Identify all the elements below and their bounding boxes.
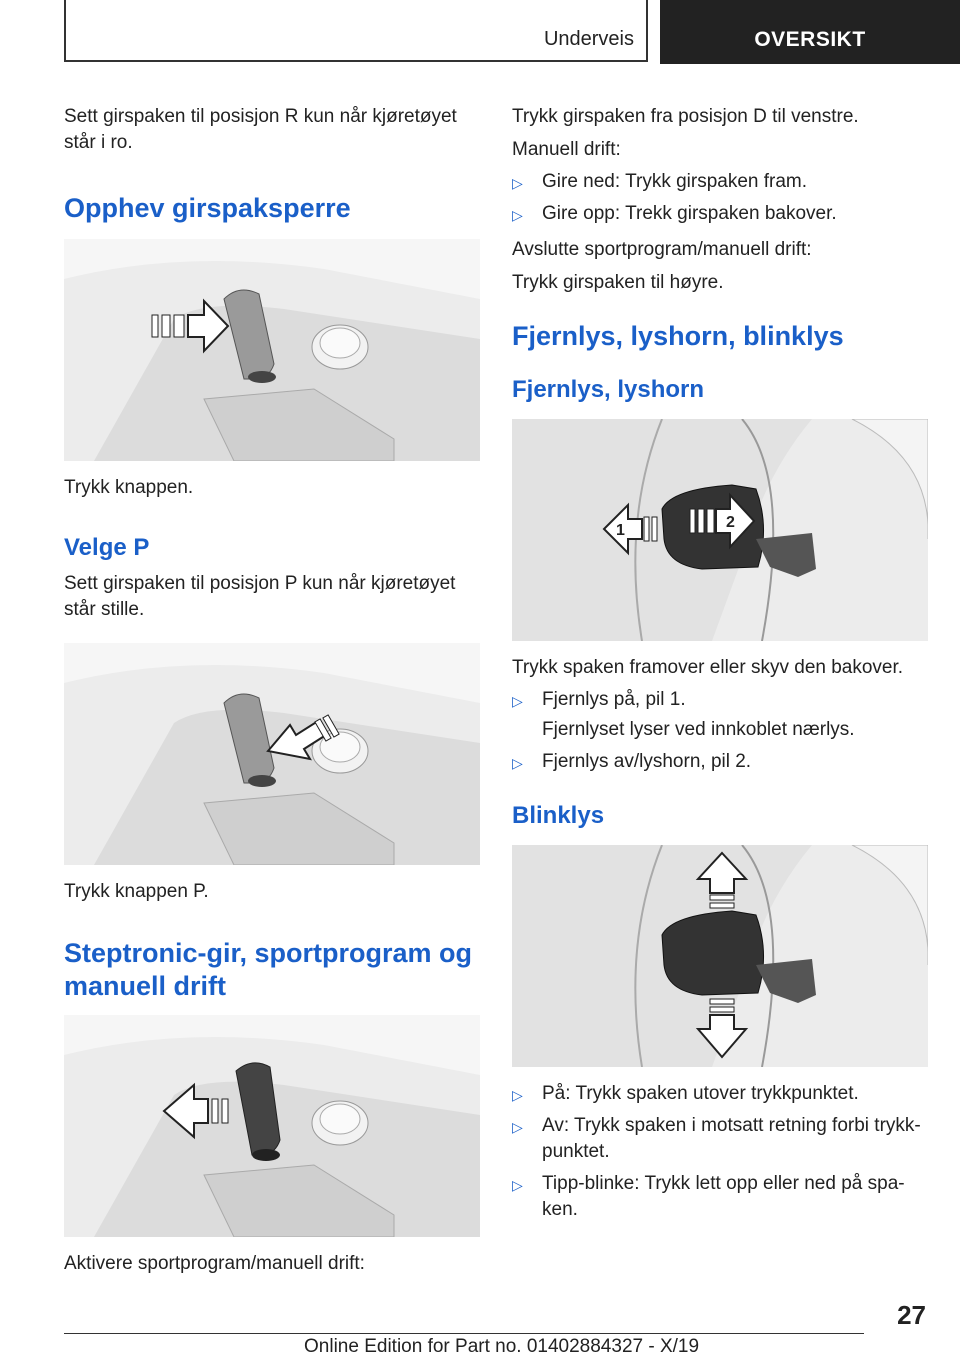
figure-gear-lever-unlock	[64, 239, 480, 461]
page-header	[64, 0, 960, 64]
list-item: ▷ Gire opp: Trekk girspaken bakover.	[512, 201, 928, 227]
highbeam-list-2	[512, 749, 928, 775]
list-item: ▷ Fjernlys av/lyshorn, pil 2.	[512, 749, 928, 775]
tab-oversikt-label: OVERSIKT	[754, 28, 866, 51]
left-column	[64, 104, 480, 1277]
list-item: ▷ Fjernlys på, pil 1.	[512, 687, 928, 713]
heading-select-p: Velge P	[64, 534, 150, 561]
caption-unlock: Trykk knappen.	[64, 477, 194, 498]
page-number: 27	[897, 1300, 926, 1330]
triangle-bullet-icon: ▷	[512, 1119, 523, 1135]
triangle-bullet-icon: ▷	[512, 693, 523, 709]
svg-text:1: 1	[616, 522, 625, 539]
svg-text:2: 2	[726, 514, 735, 531]
list-item: ▷ Av: Trykk spaken i motsatt retning forbi trykk-punktet.	[512, 1115, 921, 1162]
figure-gear-lever-sport	[64, 1015, 480, 1237]
footer-divider	[64, 1333, 864, 1334]
figure-stalk-highbeam	[512, 419, 928, 641]
footer-edition: Online Edition for Part no. 01402884327 - X/19	[304, 1336, 700, 1357]
list-item: ▷ Gire ned: Trykk girspaken fram.	[512, 169, 928, 195]
figure-stalk-blink	[512, 845, 928, 1067]
blink-list	[512, 1081, 928, 1223]
heading-blink: Blinklys	[512, 802, 605, 829]
list-item: ▷ På: Trykk spaken utover trykkpunktet.	[512, 1081, 928, 1107]
tab-underveis-label: Underveis	[543, 28, 634, 50]
text-select-p: Sett girspaken til posisjon P kun når kjøretøyet står stille.	[64, 573, 456, 620]
heading-lights: Fjernlys, lyshorn, blinklys	[512, 321, 844, 351]
triangle-bullet-icon: ▷	[512, 1177, 523, 1193]
right-column	[512, 104, 928, 1229]
highbeam-sub-text: Fjernlyset lyser ved innkoblet nærlys.	[542, 719, 855, 740]
caption-sport: Aktivere sportprogram/manuell drift:	[64, 1253, 365, 1274]
highbeam-list	[512, 687, 928, 713]
heading-unlock: Opphev girspaksperre	[64, 193, 351, 223]
manual-list	[512, 169, 928, 227]
tab-underveis[interactable]	[64, 0, 648, 62]
figure-gear-lever-p	[64, 643, 480, 865]
caption-select-p: Trykk knappen P.	[64, 881, 209, 902]
list-item: ▷ Tipp-blinke: Trykk lett opp eller ned på spa-ken.	[512, 1173, 905, 1220]
text-press-left: Trykk girspaken fra posisjon D til venstre.	[512, 106, 859, 127]
triangle-bullet-icon: ▷	[512, 175, 523, 191]
heading-highbeam: Fjernlys, lyshorn	[512, 376, 705, 403]
end-text: Trykk girspaken til høyre.	[512, 272, 724, 293]
end-label: Avslutte sportprogram/manuell drift:	[512, 239, 812, 260]
triangle-bullet-icon: ▷	[512, 1087, 523, 1103]
caption-highbeam: Trykk spaken framover eller skyv den bakover.	[512, 657, 904, 678]
heading-steptronic: Steptronic-gir, sportprogram og manuell drift	[64, 938, 473, 1001]
intro-text: Sett girspaken til posisjon R kun når kjøretøyet står i ro.	[64, 106, 457, 153]
triangle-bullet-icon: ▷	[512, 207, 523, 223]
tab-oversikt[interactable]	[660, 0, 960, 64]
manual-label: Manuell drift:	[512, 139, 621, 160]
triangle-bullet-icon: ▷	[512, 755, 523, 771]
